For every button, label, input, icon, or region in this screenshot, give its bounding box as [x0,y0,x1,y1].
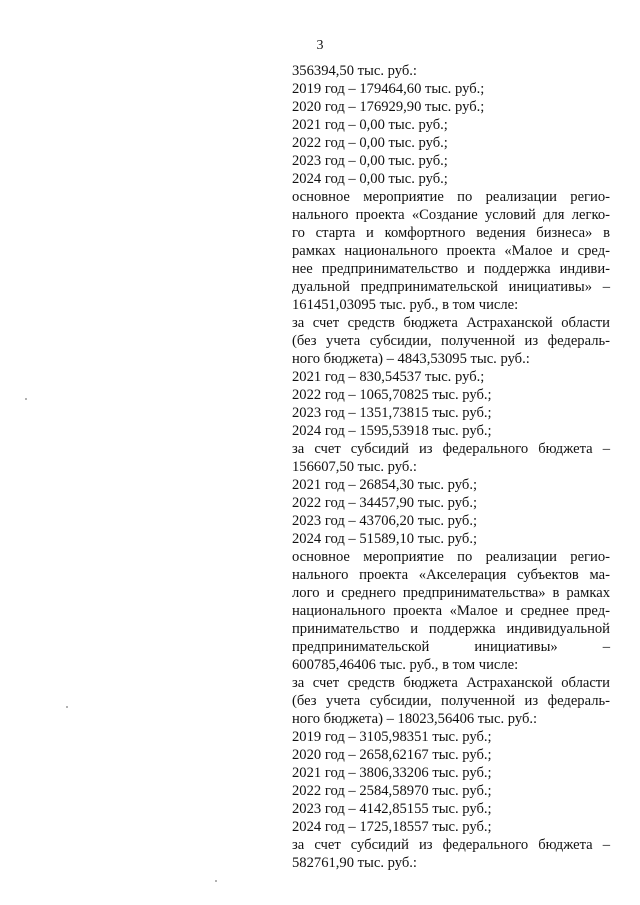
text-line: 600785,46406 тыс. руб., в том числе: [292,657,519,673]
text-line: 2021 год – 26854,30 тыс. руб.; [292,477,478,493]
text-line: 2021 год – 3806,33206 тыс. руб.; [292,765,492,781]
text-line: 2021 год – 0,00 тыс. руб.; [292,117,448,133]
text-line: нее предпринимательство и поддержка индиви- [292,261,610,277]
text-line: принимательство и поддержка индивидуальной [292,621,610,637]
text-line: 2023 год – 0,00 тыс. руб.; [292,153,448,169]
text-line: 156607,50 тыс. руб.: [292,459,417,475]
text-line: 2023 год – 43706,20 тыс. руб.; [292,513,478,529]
text-line: ного бюджета) – 18023,56406 тыс. руб.: [292,711,538,727]
text-line: основное мероприятие по реализации регио- [292,189,610,205]
text-line: 2024 год – 1595,53918 тыс. руб.; [292,423,492,439]
text-line: лого и среднего предпринимательства» в рамках [292,585,610,601]
text-line: 2019 год – 179464,60 тыс. руб.; [292,81,485,97]
text-line: (без учета субсидии, полученной из федераль- [292,693,610,709]
document-text-column [292,62,610,872]
text-line: 161451,03095 тыс. руб., в том числе: [292,297,519,313]
text-line: 582761,90 тыс. руб.: [292,855,417,871]
text-line: (без учета субсидии, полученной из федераль- [292,333,610,349]
text-line: нального проекта «Создание условий для легко- [292,207,610,223]
text-line: 2020 год – 2658,62167 тыс. руб.; [292,747,492,763]
text-line: за счет субсидий из федерального бюджета – [292,837,610,853]
text-line: за счет средств бюджета Астраханской области [292,315,610,331]
text-line: го старта и комфортного ведения бизнеса» в [292,225,610,241]
text-line: за счет средств бюджета Астраханской области [292,675,610,691]
text-line: 2024 год – 0,00 тыс. руб.; [292,171,448,187]
page-number: 3 [316,38,324,53]
text-line: 2024 год – 51589,10 тыс. руб.; [292,531,478,547]
text-line: 2023 год – 1351,73815 тыс. руб.; [292,405,492,421]
text-line: предпринимательской инициативы» – [292,639,610,655]
scan-speck [66,706,68,708]
text-line: 356394,50 тыс. руб.: [292,63,417,79]
text-line: 2024 год – 1725,18557 тыс. руб.; [292,819,492,835]
text-line: дуальной предпринимательской инициативы» – [292,279,610,295]
text-line: 2023 год – 4142,85155 тыс. руб.; [292,801,492,817]
text-line: за счет субсидий из федерального бюджета – [292,441,610,457]
text-line: нального проекта «Акселерация субъектов ма- [292,567,610,583]
text-line: 2020 год – 176929,90 тыс. руб.; [292,99,485,115]
text-line: 2022 год – 0,00 тыс. руб.; [292,135,448,151]
text-line: 2022 год – 1065,70825 тыс. руб.; [292,387,492,403]
text-line: 2022 год – 34457,90 тыс. руб.; [292,495,478,511]
scan-speck [25,398,27,400]
text-line: рамках национального проекта «Малое и сред- [292,243,610,259]
scan-speck [215,880,217,882]
text-line: ного бюджета) – 4843,53095 тыс. руб.: [292,351,530,367]
text-line: 2022 год – 2584,58970 тыс. руб.; [292,783,492,799]
text-line: национального проекта «Малое и среднее пред- [292,603,610,619]
text-line: 2019 год – 3105,98351 тыс. руб.; [292,729,492,745]
text-line: основное мероприятие по реализации регио- [292,549,610,565]
text-line: 2021 год – 830,54537 тыс. руб.; [292,369,485,385]
